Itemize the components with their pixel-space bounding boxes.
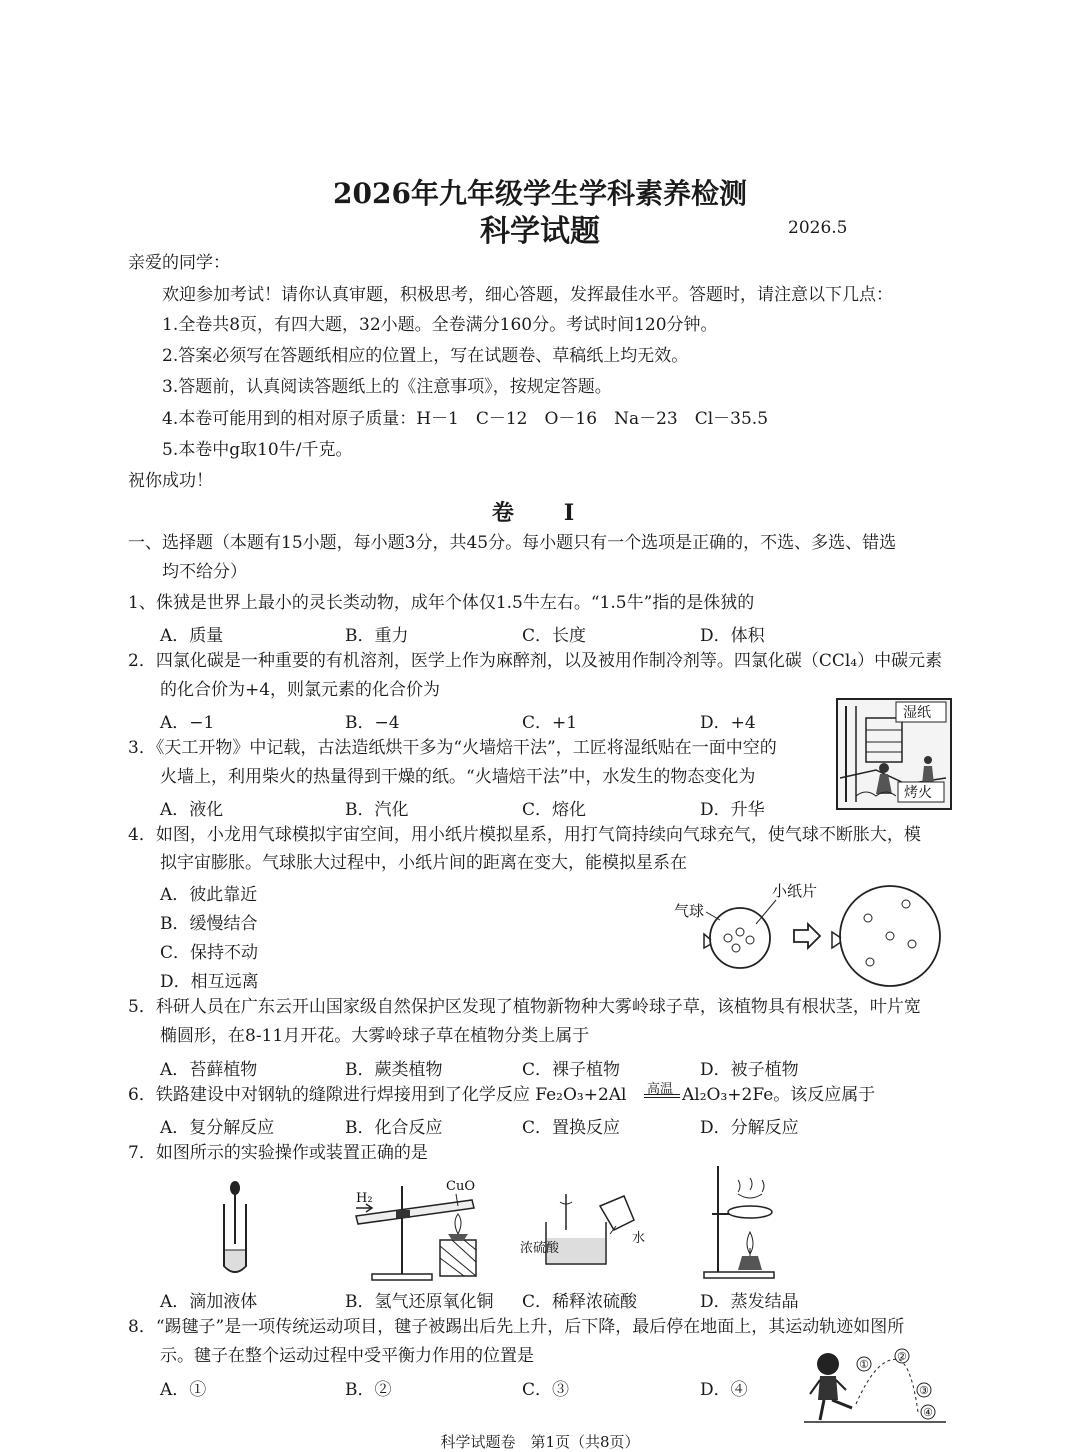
q6-option-c: C．置换反应 (522, 1118, 621, 1138)
question-4-stem-cont: 拟宇宙膨胀。气球胀大过程中，小纸片间的距离在变大，能模拟星系在 (160, 853, 687, 873)
q3-option-d: D．升华 (700, 800, 765, 820)
note-3: 3.答题前，认真阅读答题纸上的《注意事项》，按规定答题。 (162, 377, 612, 397)
q3-option-a: A．液化 (160, 800, 224, 820)
question-3-stem-cont: 火墙上，利用柴火的热量得到干燥的纸。“火墙焙干法”中，水发生的物态变化为 (160, 767, 756, 787)
exam-title: 2026年九年级学生学科素养检测 (333, 177, 747, 210)
q2-option-d: D．+4 (700, 713, 756, 733)
q5-option-b: B．蕨类植物 (345, 1060, 443, 1080)
q4-option-d: D．相互远离 (160, 972, 259, 992)
question-5-stem: 5．科研人员在广东云开山国家级自然保护区发现了植物新物种大雾岭球子草，该植物具有根状茎，叶片宽 (128, 997, 921, 1017)
question-6-stem-end: Al₂O₃+2Fe。该反应属于 (682, 1085, 876, 1105)
evaporation-figure (698, 1160, 788, 1282)
question-5-stem-cont: 椭圆形，在8-11月开花。大雾岭球子草在植物分类上属于 (160, 1026, 590, 1046)
q6-option-d: D．分解反应 (700, 1118, 799, 1138)
q7-option-a: A．滴加液体 (160, 1292, 258, 1312)
position-4-label: ④ (923, 1406, 933, 1419)
q2-option-b: B．−4 (345, 713, 400, 733)
balloon-label: 气球 (674, 902, 705, 920)
cuo-label: CuO (446, 1179, 475, 1194)
q4-option-a: A．彼此靠近 (160, 885, 258, 905)
q8-option-b: B．② (345, 1380, 392, 1400)
q8-option-d: D．④ (700, 1380, 748, 1400)
q2-option-c: C．+1 (522, 713, 578, 733)
acid-label: 浓硫酸 (520, 1241, 560, 1256)
q4-option-b: B．缓慢结合 (160, 914, 258, 934)
hydrogen-reduction-figure (352, 1176, 492, 1284)
section-heading-cont: 均不给分） (162, 562, 247, 582)
question-2-stem-cont: 的化合价为+4，则氯元素的化合价为 (160, 680, 441, 700)
wish: 祝你成功！ (128, 471, 213, 491)
reaction-arrow (644, 1094, 680, 1095)
q1-option-d: D．体积 (700, 626, 765, 646)
note-2: 2.答案必须写在答题纸相应的位置上，写在试题卷、草稿纸上均无效。 (162, 346, 689, 366)
dilution-figure (516, 1190, 656, 1270)
question-7-stem: 7．如图所示的实验操作或装置正确的是 (128, 1143, 428, 1163)
q1-option-c: C．长度 (522, 626, 587, 646)
position-3-label: ③ (919, 1384, 929, 1397)
q6-option-b: B．化合反应 (345, 1118, 443, 1138)
q5-option-a: A．苔藓植物 (160, 1060, 258, 1080)
section-heading: 一、选择题（本题有15小题，每小题3分，共45分。每小题只有一个选项是正确的，不选、多选、错选 (128, 533, 897, 553)
greeting: 亲爱的同学： (128, 253, 230, 273)
note-5: 5.本卷中g取10牛/千克。 (162, 440, 353, 460)
question-6-stem: 6．铁路建设中对钢轨的缝隙进行焊接用到了化学反应 Fe₂O₃+2Al (128, 1085, 627, 1105)
reaction-condition: 高温 (647, 1082, 674, 1097)
q6-option-a: A．复分解反应 (160, 1118, 275, 1138)
q3-option-b: B．汽化 (345, 800, 409, 820)
q5-option-c: C．裸子植物 (522, 1060, 621, 1080)
question-4-stem: 4．如图，小龙用气球模拟宇宙空间，用小纸片模拟星系，用打气筒持续向气球充气，使气球不断胀大，模 (128, 825, 921, 845)
subject-title: 科学试题 (480, 214, 600, 249)
shuttlecock-figure (800, 1346, 950, 1426)
position-2-label: ② (897, 1350, 907, 1363)
q8-option-c: C．③ (522, 1380, 570, 1400)
position-1-label: ① (859, 1358, 869, 1371)
fire-label: 烤火 (904, 785, 932, 801)
water-label: 水 (632, 1231, 646, 1246)
q3-option-c: C．熔化 (522, 800, 587, 820)
q1-option-b: B．重力 (345, 626, 409, 646)
wet-paper-label: 湿纸 (903, 705, 931, 721)
q5-option-d: D．被子植物 (700, 1060, 799, 1080)
question-2-stem: 2．四氯化碳是一种重要的有机溶剂，医学上作为麻醉剂，以及被用作制冷剂等。四氯化碳（CCl₄）中碳元素 (128, 651, 943, 671)
page-footer: 科学试题卷 第1页（共8页） (440, 1433, 640, 1451)
note-4: 4.本卷可能用到的相对原子质量：H－1 C－12 O－16 Na－23 Cl－35.5 (162, 409, 769, 429)
q8-option-a: A．① (160, 1380, 207, 1400)
q1-option-a: A．质量 (160, 626, 224, 646)
question-3-stem: 3．《天工开物》中记载，古法造纸烘干多为“火墙焙干法”，工匠将湿纸贴在一面中空的 (128, 738, 777, 758)
section-title: 卷 I (491, 500, 589, 526)
q7-option-b: B．氢气还原氧化铜 (345, 1292, 494, 1312)
dropper-figure (210, 1180, 260, 1280)
q2-option-a: A．−1 (160, 713, 215, 733)
exam-date: 2026.5 (788, 218, 848, 238)
intro-text: 欢迎参加考试！请你认真审题，积极思考，细心答题，发挥最佳水平。答题时，请注意以下几点： (162, 285, 893, 305)
fire-wall-figure (836, 698, 952, 810)
balloon-figure (668, 878, 958, 998)
question-1-stem: 1、侏狨是世界上最小的灵长类动物，成年个体仅1.5牛左右。“1.5牛”指的是侏狨的 (128, 593, 755, 613)
question-8-stem: 8．“踢毽子”是一项传统运动项目，毽子被踢出后先上升，后下降，最后停在地面上，其运动轨迹如图所 (128, 1317, 905, 1337)
question-8-stem-cont: 示。毽子在整个运动过程中受平衡力作用的位置是 (160, 1346, 534, 1366)
h2-label: H₂ (356, 1191, 373, 1206)
q7-option-d: D．蒸发结晶 (700, 1292, 799, 1312)
q4-option-c: C．保持不动 (160, 943, 259, 963)
note-1: 1.全卷共8页，有四大题，32小题。全卷满分160分。考试时间120分钟。 (162, 315, 718, 335)
paper-piece-label: 小纸片 (772, 882, 818, 900)
reaction-arrow-lower (644, 1097, 680, 1098)
q7-option-c: C．稀释浓硫酸 (522, 1292, 638, 1312)
